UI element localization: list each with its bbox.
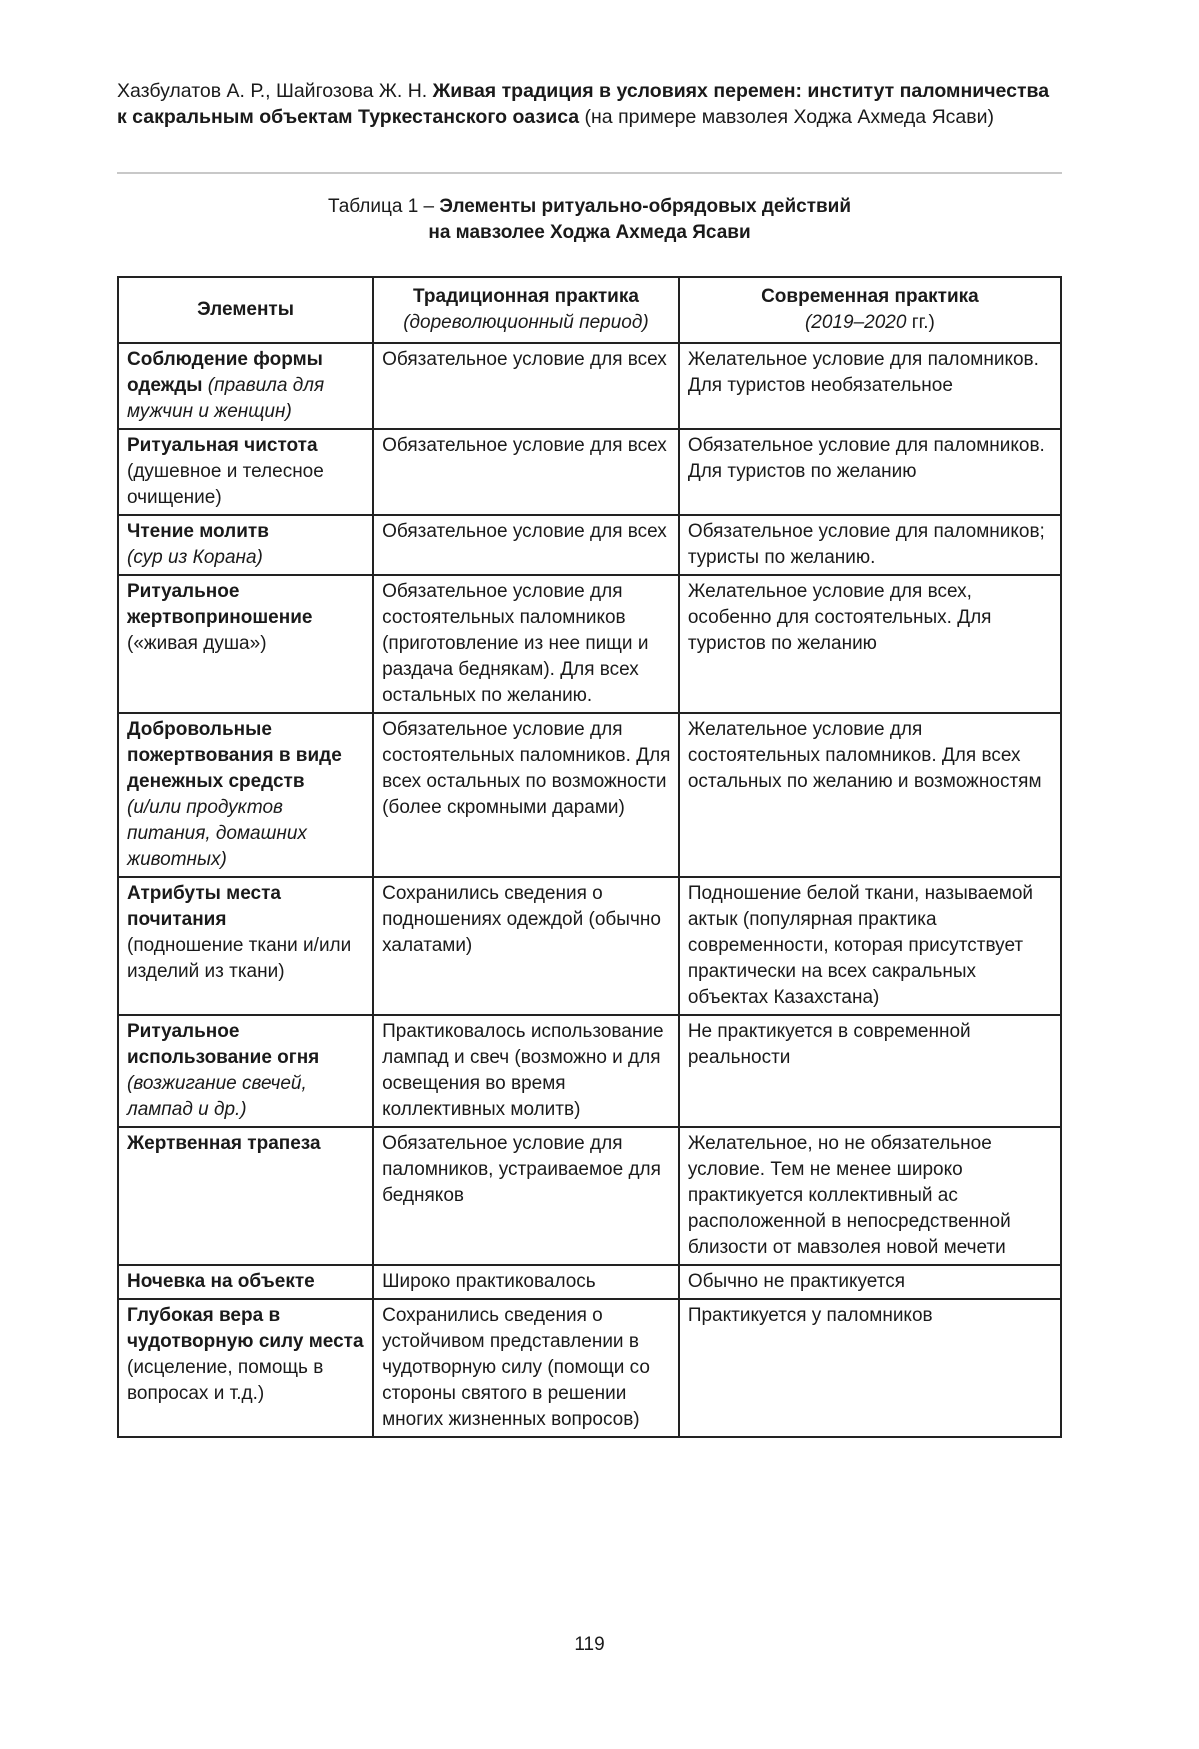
table-row <box>118 1127 1061 1265</box>
cell-modern: Желательное условие для паломников. Для туристов необязательное <box>679 343 1061 429</box>
caption-prefix: Таблица 1 – <box>327 196 435 217</box>
cell-traditional: Обязательное условие для состоятельных паломников (приготовление из нее пищи и раздача беднякам). Для всех остальных по желанию. <box>373 575 679 713</box>
cell-element: Ритуальное жертвоприношение («живая душа») <box>118 575 373 713</box>
cell-element: Ритуальное использование огня (возжигание свечей, лампад и др.) <box>118 1015 373 1127</box>
cell-modern: Обычно не практикуется <box>679 1265 1061 1299</box>
cell-element: Соблюдение формы одежды (правила для мужчин и женщин) <box>118 343 373 429</box>
table-row <box>118 1299 1061 1437</box>
page-number: 119 <box>574 1634 605 1655</box>
cell-traditional: Обязательное условие для всех <box>373 429 679 515</box>
cell-traditional: Обязательное условие для всех <box>373 343 679 429</box>
table-body <box>118 343 1061 1437</box>
header-divider <box>117 172 1062 174</box>
table-row <box>118 429 1061 515</box>
cell-element: Жертвенная трапеза <box>118 1127 373 1265</box>
cell-element: Ночевка на объекте <box>118 1265 373 1299</box>
cell-modern: Подношение белой ткани, называемой актык (популярная практика современности, которая присутствует практически на всех сакральных объектах Казахстана) <box>679 877 1061 1015</box>
cell-traditional: Широко практиковалось <box>373 1265 679 1299</box>
cell-element: Глубокая вера в чудотворную силу места (исцеление, помощь в вопросах и т.д.) <box>118 1299 373 1437</box>
table-row <box>118 515 1061 575</box>
header-traditional: Традиционная практика (дореволюционный период) <box>373 277 679 343</box>
table-row <box>118 343 1061 429</box>
cell-modern: Практикуется у паломников <box>679 1299 1061 1437</box>
table-row <box>118 877 1061 1015</box>
cell-traditional: Сохранились сведения о устойчивом представлении в чудотворную силу (помощи со стороны святого в решении многих жизненных вопросов) <box>373 1299 679 1437</box>
table-row <box>118 1265 1061 1299</box>
cell-modern: Не практикуется в современной реальности <box>679 1015 1061 1127</box>
header-title-rest: (на примере мавзолея Ходжа Ахмеда Ясави) <box>584 106 994 128</box>
cell-element: Атрибуты места почитания (подношение ткани и/или изделий из ткани) <box>118 877 373 1015</box>
cell-element: Ритуальная чистота (душевное и телесное очищение) <box>118 429 373 515</box>
table-caption <box>117 194 1062 246</box>
table-header-row <box>118 277 1061 343</box>
header-modern: Современная практика (2019–2020 гг.) <box>679 277 1061 343</box>
cell-modern: Обязательное условие для паломников; туристы по желанию. <box>679 515 1061 575</box>
cell-traditional: Обязательное условие для состоятельных паломников. Для всех остальных по возможности (более скромными дарами) <box>373 713 679 877</box>
running-header <box>117 78 1062 130</box>
cell-traditional: Обязательное условие для всех <box>373 515 679 575</box>
cell-modern: Обязательное условие для паломников. Для туристов по желанию <box>679 429 1061 515</box>
header-title: Живая традиция в условиях перемен: институт паломничества к сакральным объектам Туркестанского оазиса <box>117 80 1050 128</box>
cell-traditional: Практиковалось использование лампад и свеч (возможно и для освещения во время коллективных молитв) <box>373 1015 679 1127</box>
cell-traditional: Обязательное условие для паломников, устраиваемое для бедняков <box>373 1127 679 1265</box>
cell-element: Добровольные пожертвования в виде денежных средств (и/или продуктов питания, домашних животных) <box>118 713 373 877</box>
caption-line2: на мавзолее Ходжа Ахмеда Ясави <box>428 222 751 243</box>
cell-modern: Желательное условие для всех, особенно для состоятельных. Для туристов по желанию <box>679 575 1061 713</box>
header-authors: Хазбулатов А. Р., Шайгозова Ж. Н. <box>117 80 428 102</box>
table-row <box>118 713 1061 877</box>
cell-element: Чтение молитв (сур из Корана) <box>118 515 373 575</box>
cell-modern: Желательное условие для состоятельных паломников. Для всех остальных по желанию и возможностям <box>679 713 1061 877</box>
caption-line1: Элементы ритуально-обрядовых действий <box>439 196 852 217</box>
table-row <box>118 575 1061 713</box>
table-row <box>118 1015 1061 1127</box>
cell-modern: Желательное, но не обязательное условие. Тем не менее широко практикуется коллективный ас расположенной в непосредственной близости от мавзолея новой мечети <box>679 1127 1061 1265</box>
rituals-table <box>117 276 1062 1438</box>
cell-traditional: Сохранились сведения о подношениях одеждой (обычно халатами) <box>373 877 679 1015</box>
header-elements: Элементы <box>118 277 373 343</box>
